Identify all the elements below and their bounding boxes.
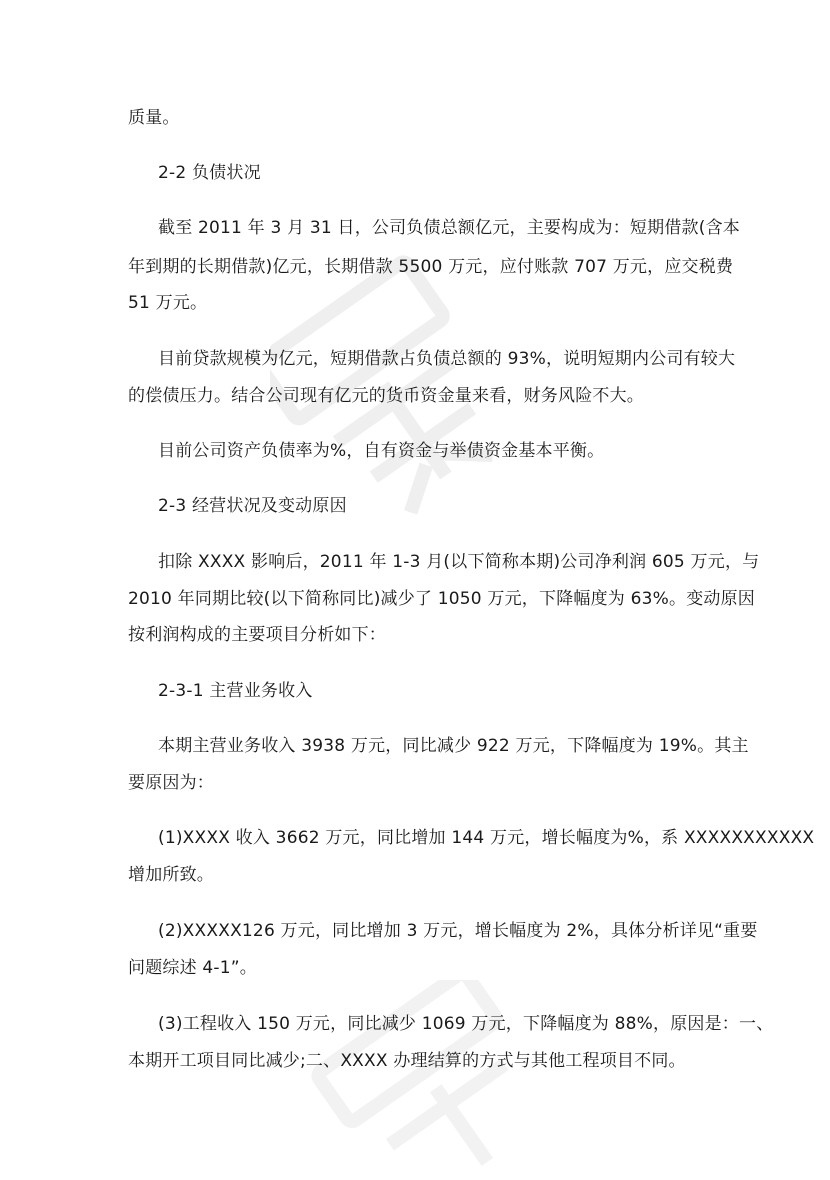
text-line: 的偿债压力。结合公司现有亿元的货币资金量来看，财务风险不大。 — [128, 386, 644, 406]
text-line: 51 万元。 — [128, 293, 208, 313]
text-line: 问题综述 4-1”。 — [128, 958, 257, 978]
section-heading: 2-2 负债状况 — [158, 163, 261, 183]
text-line: 2010 年同期比较(以下简称同比)减少了 1050 万元，下降幅度为 63%。变动原因 — [128, 589, 755, 609]
section-heading: 2-3 经营状况及变动原因 — [158, 496, 347, 516]
text-line: 年到期的长期借款)亿元，长期借款 5500 万元，应付账款 707 万元，应交税费 — [128, 257, 734, 277]
text-line: 截至 2011 年 3 月 31 日，公司负债总额亿元，主要构成为：短期借款(含本 — [158, 218, 740, 238]
text-line: 扣除 XXXX 影响后，2011 年 1-3 月(以下简称本期)公司净利润 605 万元，与 — [158, 552, 760, 572]
text-line: 本期主营业务收入 3938 万元，同比减少 922 万元，下降幅度为 19%。其主 — [158, 736, 749, 756]
text-line: 增加所致。 — [128, 865, 214, 885]
text-line: 质量。 — [128, 108, 180, 128]
watermark-icon — [300, 980, 560, 1180]
text-line: (2)XXXXX126 万元，同比增加 3 万元，增长幅度为 2%，具体分析详见“重要 — [158, 921, 758, 941]
text-line: (3)工程收入 150 万元，同比减少 1069 万元，下降幅度为 88%，原因是：一、 — [158, 1014, 774, 1034]
text-line: 要原因为： — [128, 773, 214, 793]
text-line: 目前贷款规模为亿元，短期借款占负债总额的 93%，说明短期内公司有较大 — [158, 349, 736, 369]
section-heading: 2-3-1 主营业务收入 — [158, 681, 313, 701]
text-line: 按利润构成的主要项目分析如下： — [128, 625, 386, 645]
text-line: 目前公司资产负债率为%，自有资金与举债资金基本平衡。 — [158, 441, 605, 461]
text-line: (1)XXXX 收入 3662 万元，同比增加 144 万元，增长幅度为%，系 XXXXXXXXXXX — [158, 828, 815, 848]
text-line: 本期开工项目同比减少;二、XXXX 办理结算的方式与其他工程项目不同。 — [128, 1051, 686, 1071]
